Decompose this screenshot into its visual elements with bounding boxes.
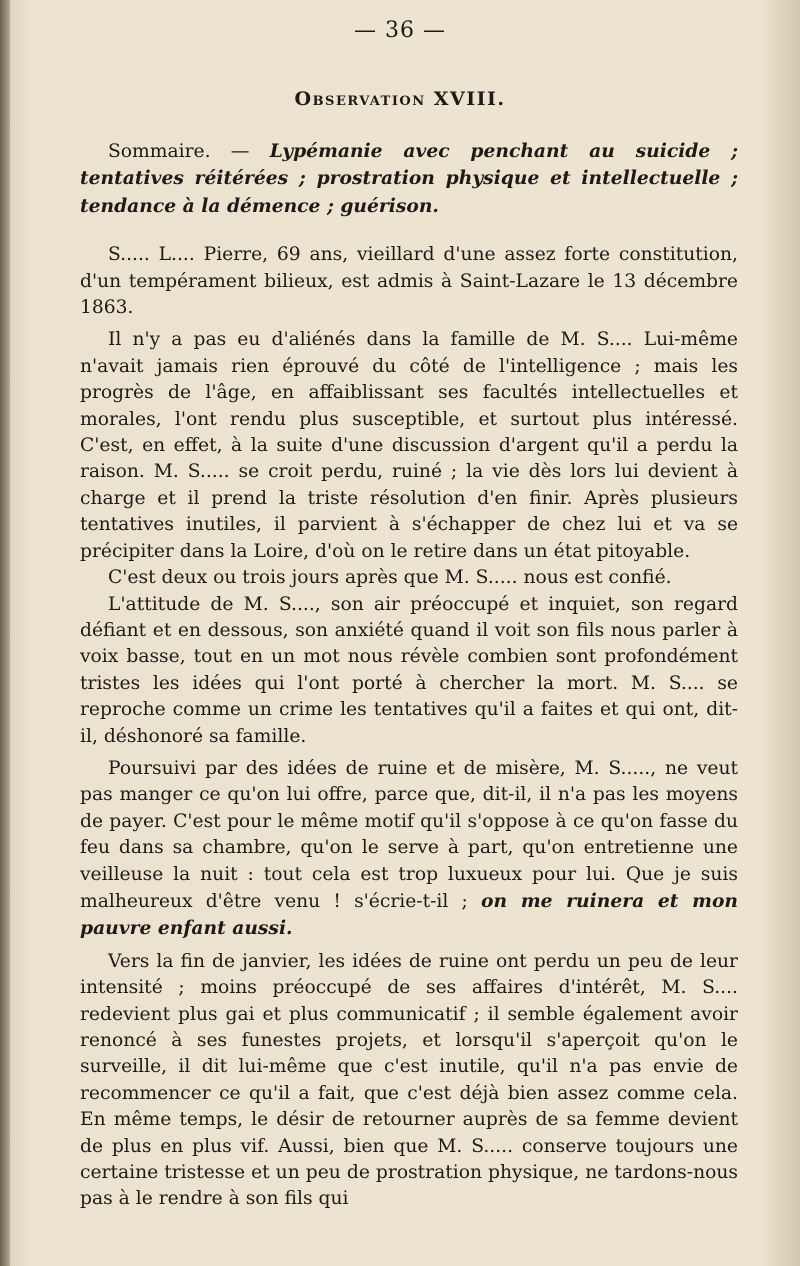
paragraph-4: L'attitude de M. S...., son air préoccupé et inquiet, son regard défiant et en dessous, son anxiété quand il voit son fils nous parler à voix basse, tout en un mot nous révèle combien sont profondément tristes les idées qui l'ont porté à chercher la mort. M. S.... se reproche comme un crime les tentatives qu'il a faites et qui ont, dit-il, déshonoré sa famille. bbox=[80, 593, 738, 747]
observation-heading: Observation XVIII. bbox=[294, 88, 506, 110]
paragraph-5 bbox=[80, 756, 738, 943]
body-text bbox=[80, 138, 738, 1213]
summary-text: Lypémanie avec penchant au suicide ; tentatives réitérées ; prostration physique et intellectuelle ; tendance à la démence ; guérison. bbox=[80, 140, 738, 217]
page-number: — 36 — bbox=[354, 18, 446, 43]
paragraph-3: C'est deux ou trois jours après que M. S..... nous est confié. bbox=[108, 567, 672, 589]
paragraph-6: Vers la fin de janvier, les idées de ruine ont perdu un peu de leur intensité ; moins préoccupé de ses affaires d'intérêt, M. S.... redevient plus gai et plus communicatif ; il semble également avoir renoncé à ses funestes projets, et lorsqu'il s'aperçoit qu'on le surveille, il dit lui-même que c'est inutile, qu'il n'a pas envie de recommencer ce qu'il a fait, que c'est déjà bien assez comme cela. En même temps, le désir de retourner auprès de sa femme devient de plus en plus vif. Aussi, bien que M. S..... conserve toujours une certaine tristesse et un peu de prostration physique, ne tardons-nous pas à le rendre à son fils qui bbox=[80, 950, 738, 1210]
binding-edge bbox=[0, 0, 10, 1266]
summary-label: Sommaire. — bbox=[108, 141, 250, 162]
paragraph-5-italic: on me ruinera et mon pauvre enfant aussi. bbox=[80, 889, 738, 940]
paragraph-2: Il n'y a pas eu d'aliénés dans la famille de M. S.... Lui-même n'avait jamais rien éprouvé du côté de l'intelligence ; mais les progrès de l'âge, en affaiblissant ses facultés intellectuelles et morales, l'ont rendu plus susceptible, et surtout plus intéressé. C'est, en effet, à la suite d'une discussion d'argent qu'il a perdu la raison. M. S..... se croit perdu, ruiné ; la vie dès lors lui devient à charge et il prend la triste résolution d'en finir. Après plusieurs tentatives inutiles, il parvient à s'échapper de chez lui et va se précipiter dans la Loire, d'où on le retire dans un état pitoyable. bbox=[80, 329, 738, 562]
paragraph-1: S..... L.... Pierre, 69 ans, vieillard d'une assez forte constitution, d'un tempérament bilieux, est admis à Saint-Lazare le 13 décembre 1863. bbox=[80, 244, 738, 319]
paragraph-5-text: Poursuivi par des idées de ruine et de misère, M. S....., ne veut pas manger ce qu'on lui offre, parce que, dit-il, il n'a pas les moyens de payer. C'est pour le même motif qu'il s'oppose à ce qu'on fasse du feu dans sa chambre, qu'on le serve à part, qu'on entretienne une veilleuse la nuit : tout cela est trop luxueux pour lui. Que je suis malheureux d'être venu ! s'écrie-t-il ; bbox=[80, 757, 738, 912]
summary bbox=[80, 138, 738, 220]
